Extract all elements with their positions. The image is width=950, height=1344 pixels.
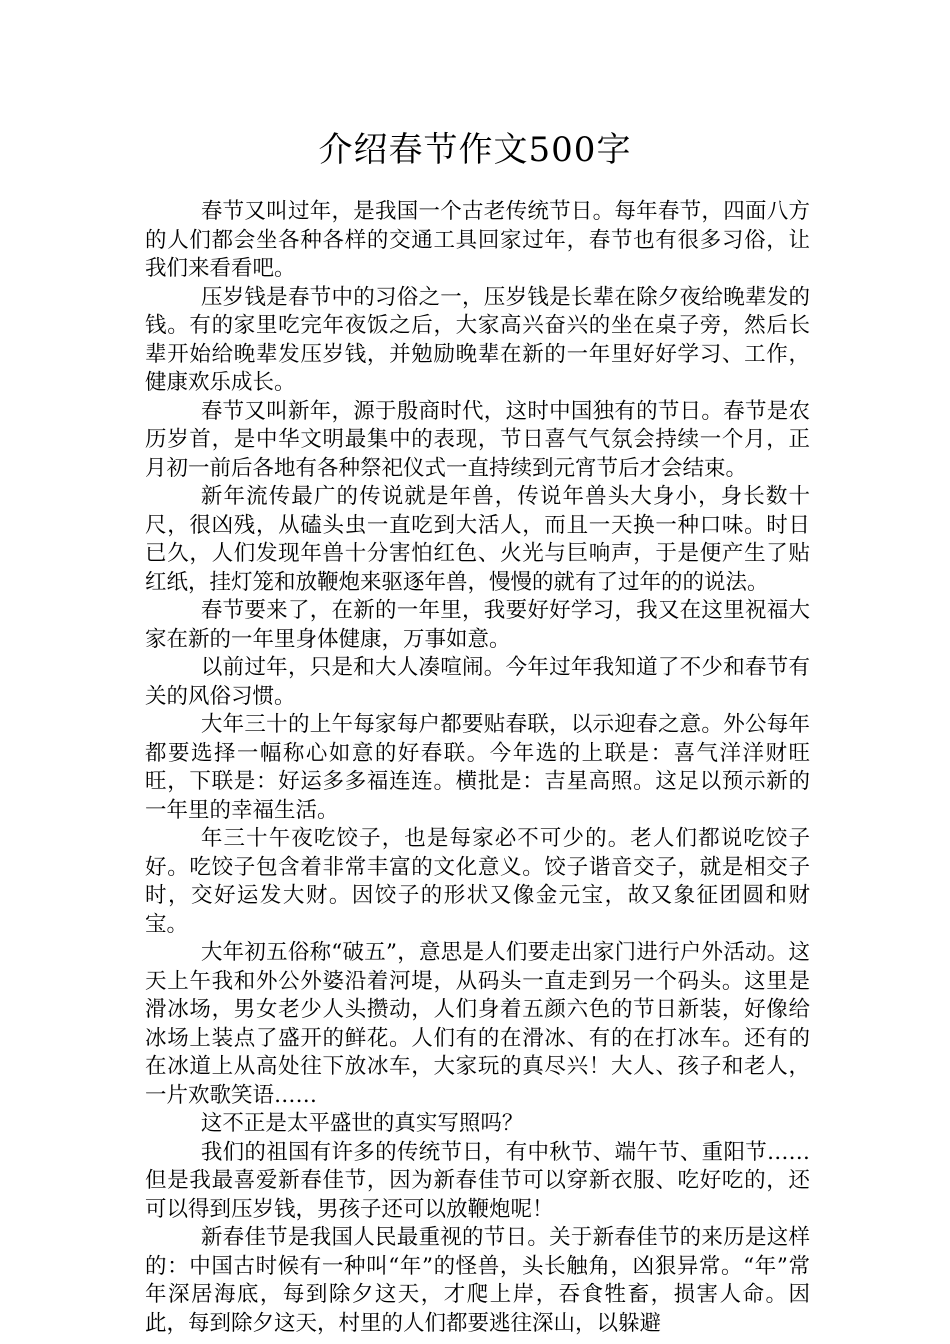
paragraph-6: 以前过年，只是和大人凑喧闹。今年过年我知道了不少和春节有关的风俗习惯。 — [145, 655, 810, 709]
paragraph-10: 这不正是太平盛世的真实写照吗？ — [200, 1111, 524, 1136]
document-body — [145, 198, 810, 1338]
paragraph-9: 大年初五俗称“破五”，意思是人们要走出家门进行户外活动。这天上午我和外公外婆沿着河堤，从码头一直走到另一个码头。这里是滑冰场，男女老少人头攒动，人们身着五颜六色的节日新装，好像给冰场上装点了盛开的鲜花。人们有的在滑冰、有的在打冰车。还有的在冰道上从高处往下放冰车，大家玩的真尽兴！大人、孩子和老人，一片欢歌笑语…… — [145, 940, 810, 1108]
document-title: 介绍春节作文500字 — [318, 130, 632, 170]
paragraph-4: 新年流传最广的传说就是年兽，传说年兽头大身小，身长数十尺，很凶残，从磕头虫一直吃到大活人，而且一天换一种口味。时日已久，人们发现年兽十分害怕红色、火光与巨响声，于是便产生了贴红纸，挂灯笼和放鞭炮来驱逐年兽，慢慢的就有了过年的的说法。 — [145, 484, 810, 595]
paragraph-11: 我们的祖国有许多的传统节日，有中秋节、端午节、重阳节……但是我最喜爱新春佳节，因为新春佳节可以穿新衣服、吃好吃的，还可以得到压岁钱，男孩子还可以放鞭炮呢！ — [145, 1139, 810, 1222]
paragraph-3: 春节又叫新年，源于殷商时代，这时中国独有的节日。春节是农历岁首，是中华文明最集中的表现，节日喜气气氛会持续一个月，正月初一前后各地有各种祭祀仪式一直持续到元宵节后才会结束。 — [145, 398, 810, 481]
paragraph-8: 年三十午夜吃饺子，也是每家必不可少的。老人们都说吃饺子好。吃饺子包含着非常丰富的文化意义。饺子谐音交子，就是相交子时，交好运发大财。因饺子的形状又像金元宝，故又象征团圆和财宝。 — [145, 826, 810, 937]
paragraph-2: 压岁钱是春节中的习俗之一，压岁钱是长辈在除夕夜给晚辈发的钱。有的家里吃完年夜饭之后，大家高兴奋兴的坐在桌子旁，然后长辈开始给晚辈发压岁钱，并勉励晚辈在新的一年里好好学习、工作，健康欢乐成长。 — [145, 284, 810, 395]
paragraph-5: 春节要来了，在新的一年里，我要好好学习，我又在这里祝福大家在新的一年里身体健康，万事如意。 — [145, 598, 810, 652]
paragraph-12: 新春佳节是我国人民最重视的节日。关于新春佳节的来历是这样的：中国古时候有一种叫“年”的怪兽，头长触角，凶狠异常。“年”常年深居海底，每到除夕这天，才爬上岸，吞食牲畜，损害人命。因此，每到除夕这天，村里的人们都要逃往深山，以躲避 — [145, 1225, 810, 1336]
paragraph-1: 春节又叫过年，是我国一个古老传统节日。每年春节，四面八方的人们都会坐各种各样的交通工具回家过年，春节也有很多习俗，让我们来看看吧。 — [145, 199, 810, 281]
paragraph-7: 大年三十的上午每家每户都要贴春联，以示迎春之意。外公每年都要选择一幅称心如意的好春联。今年选的上联是：喜气洋洋财旺旺，下联是：好运多多福连连。横批是：吉星高照。这足以预示新的一年里的幸福生活。 — [145, 712, 810, 823]
